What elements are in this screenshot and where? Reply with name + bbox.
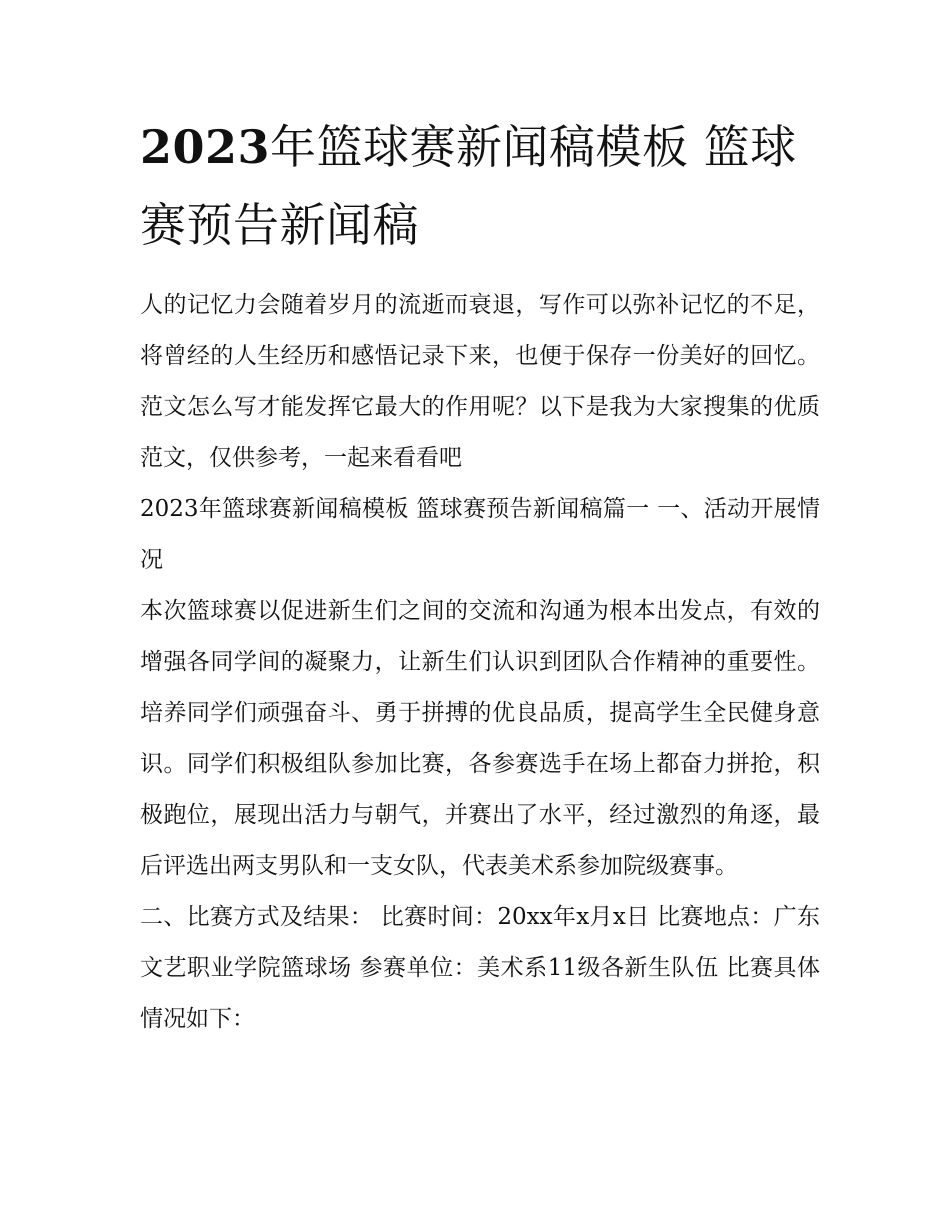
match-info-paragraph: 二、比赛方式及结果： 比赛时间：20xx年x月x日 比赛地点：广东文艺职业学院篮球场 参赛单位：美术系11级各新生队伍 比赛具体情况如下： — [140, 904, 820, 1032]
activity-paragraph: 本次篮球赛以促进新生们之间的交流和沟通为根本出发点，有效的增强各同学间的凝聚力，让新生们认识到团队合作精神的重要性。培养同学们顽强奋斗、勇于拼搏的优良品质，提高学生全民健身意识。同学们积极组队参加比赛，各参赛选手在场上都奋力拼抢，积极跑位，展现出活力与朝气，并赛出了水平，经过激烈的角逐，最后评选出两支男队和一支女队，代表美术系参加院级赛事。 — [140, 598, 820, 879]
intro-paragraph: 人的记忆力会随着岁月的流逝而衰退，写作可以弥补记忆的不足，将曾经的人生经历和感悟记录下来，也便于保存一份美好的回忆。范文怎么写才能发挥它最大的作用呢？以下是我为大家搜集的优质范文，仅供参考，一起来看看吧 — [140, 292, 820, 471]
section-heading-paragraph: 2023年篮球赛新闻稿模板 篮球赛预告新闻稿篇一 一、活动开展情况 — [140, 496, 820, 573]
title-spacing — [140, 264, 820, 280]
title-text: 年篮球赛新闻稿模板 篮球赛预告新闻稿 — [140, 120, 797, 252]
document-title — [140, 108, 820, 264]
document-page — [140, 108, 820, 1045]
title-year: 2023 — [140, 120, 271, 174]
